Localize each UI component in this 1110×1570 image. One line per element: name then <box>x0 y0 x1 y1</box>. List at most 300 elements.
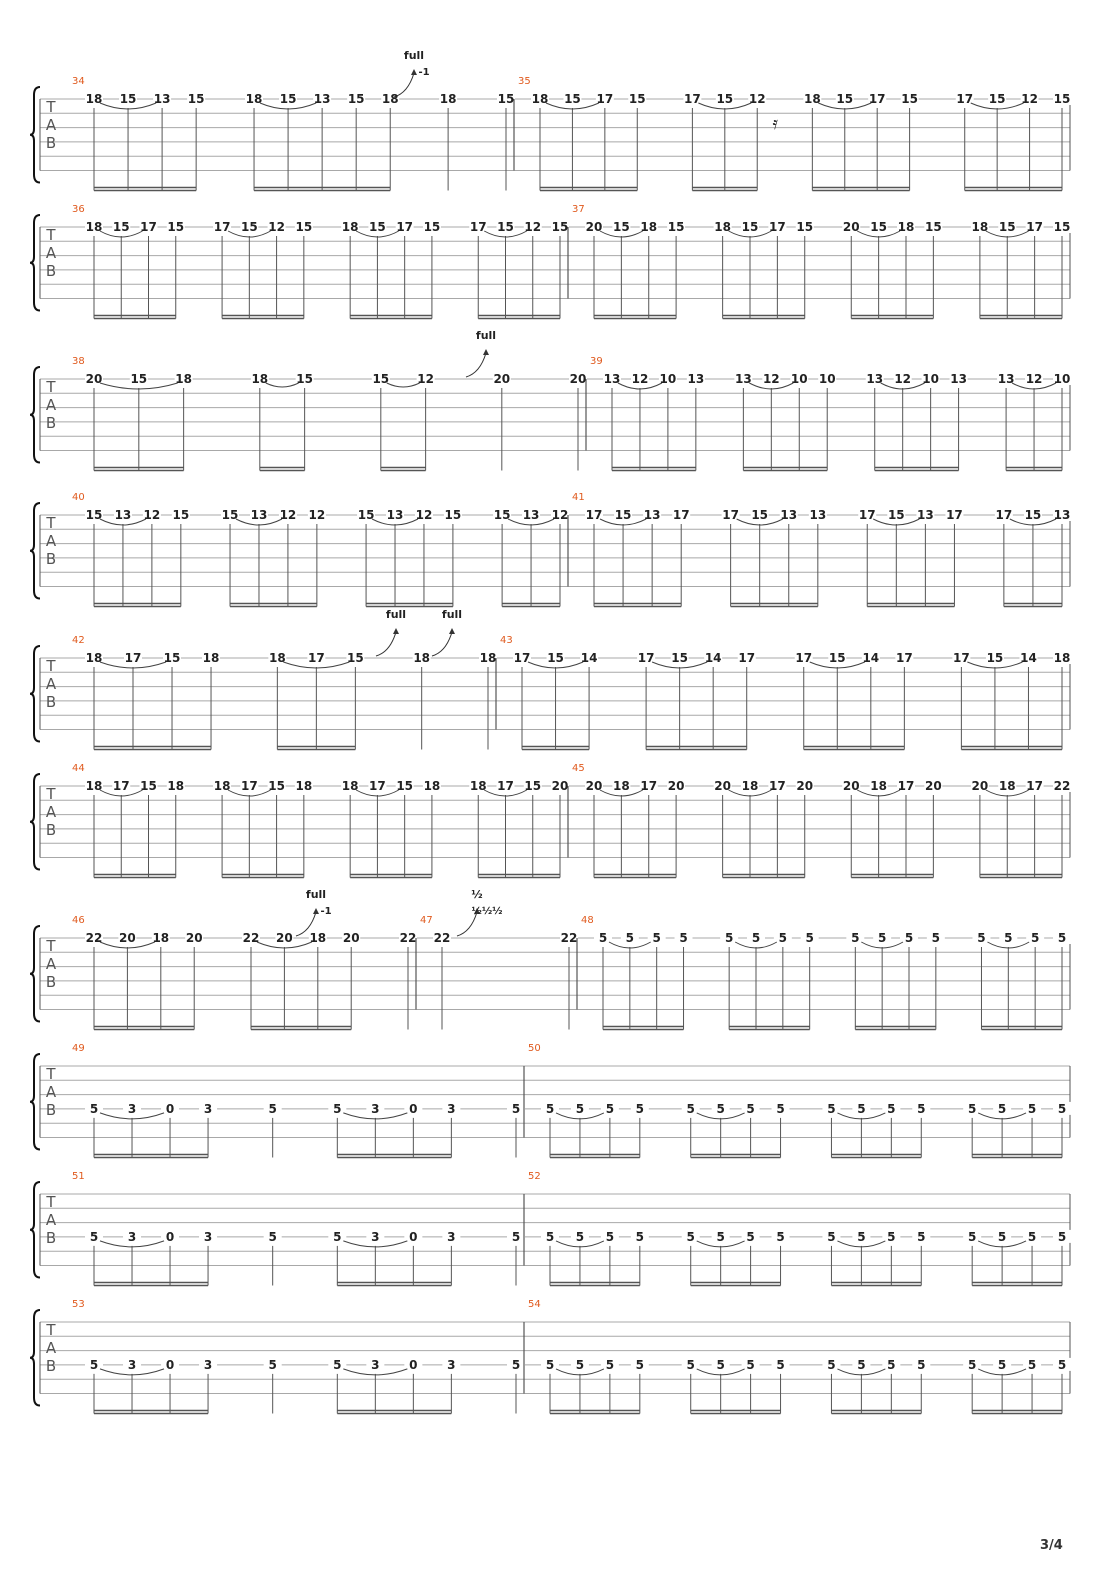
measure-number: 52 <box>528 1171 541 1182</box>
fret-number: 13 <box>114 508 132 522</box>
fret-number: 15 <box>221 508 239 522</box>
fret-number: 14 <box>1020 651 1037 665</box>
slur-arc <box>266 383 299 387</box>
fret-number: 5 <box>746 1357 755 1372</box>
fret-number: 13 <box>687 372 705 386</box>
fret-number: 18 <box>167 779 185 793</box>
fret-number: 13 <box>386 508 404 522</box>
tab-clef-t: T <box>46 785 56 803</box>
fret-number: 5 <box>1027 1357 1037 1372</box>
fret-number: 5 <box>652 931 661 945</box>
tab-clef-t: T <box>46 657 56 675</box>
fret-number: 13 <box>1053 508 1071 522</box>
fret-number: 5 <box>545 1357 555 1372</box>
fret-number: 17 <box>396 220 414 234</box>
fret-number: 18 <box>413 651 431 665</box>
fret-number: 3 <box>127 1229 137 1244</box>
fret-number: 5 <box>917 1229 926 1244</box>
fret-number: 22 <box>433 931 451 945</box>
fret-number: 15 <box>1053 220 1071 234</box>
fret-number: 20 <box>925 779 942 793</box>
measure-number: 38 <box>72 356 85 367</box>
tab-clef-b: B <box>45 1101 57 1119</box>
tab-clef-b: B <box>45 262 57 280</box>
fret-number: 5 <box>1027 1229 1037 1244</box>
fret-number: 15 <box>347 651 364 665</box>
tab-clef-b: B <box>45 134 57 152</box>
bend-arrowhead <box>393 628 399 634</box>
fret-number: 18 <box>469 779 487 793</box>
fret-number: 15 <box>493 508 511 522</box>
measure-number: 42 <box>72 635 85 646</box>
fret-number: 5 <box>716 1229 725 1244</box>
fret-number: 17 <box>497 779 514 793</box>
fret-number: 18 <box>341 220 359 234</box>
measure-number: 41 <box>572 492 585 503</box>
fret-number: 5 <box>857 1101 866 1116</box>
fret-number: 5 <box>635 1357 645 1372</box>
tab-clef-b: B <box>45 414 57 432</box>
fret-number: 17 <box>858 508 876 522</box>
system-brace <box>30 646 40 742</box>
fret-number: 5 <box>89 1229 99 1244</box>
fret-number: 15 <box>372 372 390 386</box>
measure-number: 47 <box>420 915 433 926</box>
bend-arrowhead <box>313 908 319 914</box>
fret-number: 18 <box>613 779 630 793</box>
fret-number: 18 <box>531 92 549 106</box>
measure-number: 35 <box>518 76 531 87</box>
tab-clef-a: A <box>45 244 57 262</box>
fret-number: 5 <box>333 1357 342 1372</box>
fret-number: 13 <box>522 508 540 522</box>
fret-number: 15 <box>716 92 734 106</box>
fret-number: 18 <box>423 779 441 793</box>
fret-number: 12 <box>748 92 766 106</box>
fret-number: 5 <box>724 931 734 945</box>
fret-number: 18 <box>251 372 269 386</box>
fret-number: 15 <box>140 779 157 793</box>
fret-number: 5 <box>1027 1101 1037 1116</box>
fret-number: 5 <box>1057 1229 1067 1244</box>
fret-number: 20 <box>119 931 136 945</box>
fret-number: 15 <box>751 508 769 522</box>
measure-number: 37 <box>572 204 585 215</box>
fret-number: 5 <box>686 1229 695 1244</box>
fret-number: 22 <box>560 931 578 945</box>
fret-number: 5 <box>887 1101 896 1116</box>
measure-number: 46 <box>72 915 85 926</box>
fret-number: 5 <box>967 1357 977 1372</box>
measure-number: 34 <box>72 76 85 87</box>
fret-number: 5 <box>1030 931 1040 945</box>
fret-number: 5 <box>857 1357 866 1372</box>
bend-release: -1 <box>418 67 430 78</box>
bend-release: -1 <box>320 906 332 917</box>
fret-number: 3 <box>127 1357 137 1372</box>
fret-number: 18 <box>175 372 192 386</box>
fret-number: 15 <box>295 220 313 234</box>
fret-number: 15 <box>564 92 581 106</box>
fret-number: 5 <box>716 1357 725 1372</box>
measure-number: 43 <box>500 635 513 646</box>
measure-number: 54 <box>528 1299 541 1310</box>
fret-number: 13 <box>866 372 884 386</box>
fret-number: 3 <box>203 1357 213 1372</box>
fret-number: 15 <box>828 651 846 665</box>
fret-number: 15 <box>870 220 887 234</box>
bend-amount: full <box>441 608 463 621</box>
fret-number: 3 <box>371 1101 380 1116</box>
tab-clef-a: A <box>45 1339 57 1357</box>
fret-number: 18 <box>741 779 759 793</box>
measure-number: 39 <box>590 356 603 367</box>
fret-number: 17 <box>1026 779 1043 793</box>
fret-number: 17 <box>469 220 487 234</box>
fret-number: 5 <box>746 1101 755 1116</box>
measure-number: 50 <box>528 1043 541 1054</box>
fret-number: 20 <box>551 779 569 793</box>
fret-number: 15 <box>296 372 313 386</box>
fret-number: 15 <box>130 372 148 386</box>
tab-clef-a: A <box>45 675 57 693</box>
fret-number: 3 <box>203 1229 213 1244</box>
fret-number: 20 <box>796 779 814 793</box>
fret-number: 20 <box>842 220 860 234</box>
fret-number: 15 <box>112 220 130 234</box>
fret-number: 17 <box>946 508 963 522</box>
tab-clef-b: B <box>45 821 57 839</box>
fret-number: 5 <box>635 1229 645 1244</box>
system-brace <box>30 926 40 1022</box>
fret-number: 20 <box>85 372 103 386</box>
fret-number: 15 <box>167 220 185 234</box>
fret-number: 5 <box>751 931 761 945</box>
fret-number: 17 <box>738 651 756 665</box>
fret-number: 5 <box>598 931 608 945</box>
system-brace <box>30 215 40 311</box>
tab-clef-t: T <box>46 378 56 396</box>
tab-clef-b: B <box>45 550 57 568</box>
fret-number: 13 <box>603 372 621 386</box>
fret-number: 0 <box>409 1101 418 1116</box>
fret-number: 20 <box>971 779 989 793</box>
fret-number: 13 <box>153 92 171 106</box>
bend-amount: full <box>385 608 407 621</box>
tab-system <box>30 69 1071 191</box>
fret-number: 5 <box>679 931 688 945</box>
fret-number: 5 <box>686 1357 695 1372</box>
fret-number: 5 <box>967 1101 977 1116</box>
fret-number: 5 <box>89 1101 99 1116</box>
fret-number: 20 <box>493 372 511 386</box>
tab-clef-a: A <box>45 532 57 550</box>
fret-number: 15 <box>547 651 564 665</box>
fret-number: 12 <box>308 508 326 522</box>
tab-clef-a: A <box>45 1211 57 1229</box>
fret-number: 3 <box>447 1357 456 1372</box>
fret-number: 5 <box>827 1229 836 1244</box>
system-brace <box>30 503 40 599</box>
fret-number: 5 <box>625 931 635 945</box>
fret-number: 15 <box>613 220 630 234</box>
fret-number: 15 <box>444 508 462 522</box>
fret-number: 5 <box>511 1229 521 1244</box>
fret-number: 15 <box>268 779 285 793</box>
fret-number: 0 <box>165 1229 175 1244</box>
fret-number: 5 <box>268 1229 277 1244</box>
bend-arrowhead <box>449 628 455 634</box>
bend-amount: ½ <box>471 888 483 901</box>
fret-number: 15 <box>347 92 365 106</box>
fret-number: 18 <box>202 651 220 665</box>
fret-number: 18 <box>1053 651 1071 665</box>
fret-number: 5 <box>977 931 986 945</box>
fret-number: 3 <box>447 1229 456 1244</box>
tab-clef-t: T <box>46 1193 56 1211</box>
fret-number: 18 <box>870 779 887 793</box>
fret-number: 5 <box>511 1101 521 1116</box>
fret-number: 15 <box>187 92 205 106</box>
fret-number: 15 <box>671 651 688 665</box>
tab-clef-a: A <box>45 396 57 414</box>
fret-number: 5 <box>605 1357 615 1372</box>
fret-number: 5 <box>967 1229 977 1244</box>
fret-number: 22 <box>399 931 417 945</box>
fret-number: 15 <box>551 220 569 234</box>
fret-number: 15 <box>524 779 542 793</box>
fret-number: 0 <box>165 1101 175 1116</box>
fret-number: 5 <box>268 1101 277 1116</box>
fret-number: 13 <box>917 508 934 522</box>
fret-number: 10 <box>659 372 677 386</box>
fret-number: 20 <box>342 931 360 945</box>
fret-number: 17 <box>995 508 1013 522</box>
fret-number: 20 <box>276 931 293 945</box>
fret-number: 13 <box>780 508 798 522</box>
fret-number: 5 <box>1057 1357 1067 1372</box>
fret-number: 17 <box>308 651 325 665</box>
fret-number: 5 <box>575 1229 585 1244</box>
fret-number: 15 <box>667 220 685 234</box>
tab-clef-a: A <box>45 955 57 973</box>
fret-number: 5 <box>333 1101 342 1116</box>
fret-number: 17 <box>640 779 658 793</box>
fret-number: 18 <box>381 92 399 106</box>
fret-number: 5 <box>1057 1101 1067 1116</box>
tab-clef-t: T <box>46 937 56 955</box>
fret-number: 15 <box>614 508 632 522</box>
system-brace <box>30 1310 40 1406</box>
measure-number: 45 <box>572 763 585 774</box>
fret-number: 10 <box>1053 372 1071 386</box>
measure-number: 49 <box>72 1043 85 1054</box>
fret-number: 15 <box>628 92 646 106</box>
fret-number: 17 <box>897 779 915 793</box>
fret-number: 5 <box>997 1101 1007 1116</box>
fret-number: 12 <box>762 372 780 386</box>
fret-number: 5 <box>268 1357 277 1372</box>
fret-number: 5 <box>827 1101 836 1116</box>
fret-number: 0 <box>165 1357 175 1372</box>
tab-system <box>30 774 1071 878</box>
bend-release: ½½½ <box>471 906 503 917</box>
fret-number: 13 <box>313 92 331 106</box>
fret-number: 18 <box>245 92 263 106</box>
measure-number: 40 <box>72 492 85 503</box>
fret-number: 5 <box>877 931 887 945</box>
fret-number: 5 <box>778 931 788 945</box>
fret-number: 17 <box>672 508 690 522</box>
fret-number: 12 <box>279 508 297 522</box>
fret-number: 17 <box>795 651 813 665</box>
fret-number: 12 <box>143 508 161 522</box>
fret-number: 10 <box>922 372 939 386</box>
fret-number: 12 <box>631 372 649 386</box>
fret-number: 18 <box>152 931 170 945</box>
fret-number: 5 <box>511 1357 521 1372</box>
fret-number: 18 <box>268 651 286 665</box>
fret-number: 17 <box>896 651 913 665</box>
fret-number: 20 <box>842 779 860 793</box>
fret-number: 18 <box>213 779 231 793</box>
fret-number: 17 <box>596 92 614 106</box>
fret-number: 12 <box>417 372 434 386</box>
tab-clef-a: A <box>45 116 57 134</box>
fret-number: 18 <box>295 779 313 793</box>
measure-number: 53 <box>72 1299 85 1310</box>
tab-clef-t: T <box>46 98 56 116</box>
tab-clef-t: T <box>46 226 56 244</box>
fret-number: 17 <box>585 508 603 522</box>
measure-number: 48 <box>581 915 594 926</box>
fret-number: 18 <box>85 220 103 234</box>
fret-number: 5 <box>716 1101 725 1116</box>
fret-number: 15 <box>901 92 918 106</box>
fret-number: 15 <box>497 220 514 234</box>
fret-number: 14 <box>580 651 598 665</box>
fret-number: 5 <box>686 1101 695 1116</box>
fret-number: 18 <box>309 931 327 945</box>
fret-number: 13 <box>643 508 661 522</box>
bend-curve <box>376 632 396 656</box>
fret-number: 5 <box>746 1229 755 1244</box>
fret-number: 18 <box>85 779 103 793</box>
page-number: 3/4 <box>1040 1538 1063 1553</box>
fret-number: 15 <box>497 92 515 106</box>
fret-number: 12 <box>1025 372 1043 386</box>
fret-number: 17 <box>369 779 386 793</box>
fret-number: 14 <box>862 651 880 665</box>
fret-number: 5 <box>997 1357 1007 1372</box>
fret-number: 13 <box>997 372 1015 386</box>
fret-number: 15 <box>1024 508 1042 522</box>
bend-curve <box>432 632 452 656</box>
bend-amount: full <box>305 888 327 901</box>
bend-arrowhead <box>483 349 489 355</box>
fret-number: 17 <box>956 92 974 106</box>
tab-system <box>30 628 1071 750</box>
fret-number: 17 <box>769 220 786 234</box>
fret-number: 15 <box>796 220 814 234</box>
fret-number: 3 <box>371 1357 380 1372</box>
tab-clef-b: B <box>45 1357 57 1375</box>
fret-number: 5 <box>1057 931 1067 945</box>
fret-number: 13 <box>950 372 967 386</box>
fret-number: 17 <box>240 779 258 793</box>
fret-number: 15 <box>836 92 854 106</box>
bend-curve <box>466 353 486 377</box>
fret-number: 5 <box>89 1357 99 1372</box>
fret-number: 15 <box>240 220 258 234</box>
fret-number: 15 <box>396 779 414 793</box>
fret-number: 20 <box>585 779 603 793</box>
fret-number: 5 <box>904 931 914 945</box>
tab-system <box>30 908 1071 1030</box>
system-brace <box>30 1182 40 1278</box>
fret-number: 18 <box>897 220 915 234</box>
fret-number: 15 <box>925 220 942 234</box>
measure-number: 51 <box>72 1171 85 1182</box>
fret-number: 5 <box>605 1229 615 1244</box>
fret-number: 5 <box>545 1101 555 1116</box>
fret-number: 18 <box>971 220 989 234</box>
sixteenth-rest: 𝄿 <box>772 113 779 134</box>
fret-number: 20 <box>585 220 603 234</box>
fret-number: 3 <box>371 1229 380 1244</box>
fret-number: 15 <box>119 92 137 106</box>
fret-number: 5 <box>545 1229 555 1244</box>
fret-number: 13 <box>809 508 827 522</box>
tab-clef-b: B <box>45 973 57 991</box>
fret-number: 15 <box>357 508 375 522</box>
fret-number: 17 <box>140 220 157 234</box>
fret-number: 5 <box>931 931 941 945</box>
fret-number: 17 <box>213 220 231 234</box>
measure-number: 44 <box>72 763 85 774</box>
fret-number: 5 <box>851 931 860 945</box>
fret-number: 0 <box>409 1229 418 1244</box>
fret-number: 15 <box>741 220 759 234</box>
fret-number: 17 <box>953 651 970 665</box>
fret-number: 12 <box>524 220 542 234</box>
slur-arc <box>387 383 420 387</box>
tab-clef-t: T <box>46 1065 56 1083</box>
fret-number: 15 <box>887 508 905 522</box>
fret-number: 5 <box>857 1229 866 1244</box>
tab-clef-b: B <box>45 693 57 711</box>
fret-number: 12 <box>551 508 569 522</box>
fret-number: 18 <box>998 779 1016 793</box>
fret-number: 17 <box>868 92 886 106</box>
system-brace <box>30 87 40 183</box>
fret-number: 13 <box>735 372 752 386</box>
tab-clef-a: A <box>45 1083 57 1101</box>
fret-number: 0 <box>409 1357 418 1372</box>
fret-number: 5 <box>805 931 814 945</box>
fret-number: 5 <box>887 1357 896 1372</box>
fret-number: 18 <box>439 92 457 106</box>
fret-number: 15 <box>369 220 386 234</box>
fret-number: 15 <box>1053 92 1071 106</box>
fret-number: 14 <box>704 651 722 665</box>
fret-number: 10 <box>818 372 836 386</box>
fret-number: 15 <box>163 651 181 665</box>
fret-number: 18 <box>803 92 821 106</box>
fret-number: 17 <box>124 651 142 665</box>
fret-number: 5 <box>887 1229 896 1244</box>
fret-number: 5 <box>635 1101 645 1116</box>
